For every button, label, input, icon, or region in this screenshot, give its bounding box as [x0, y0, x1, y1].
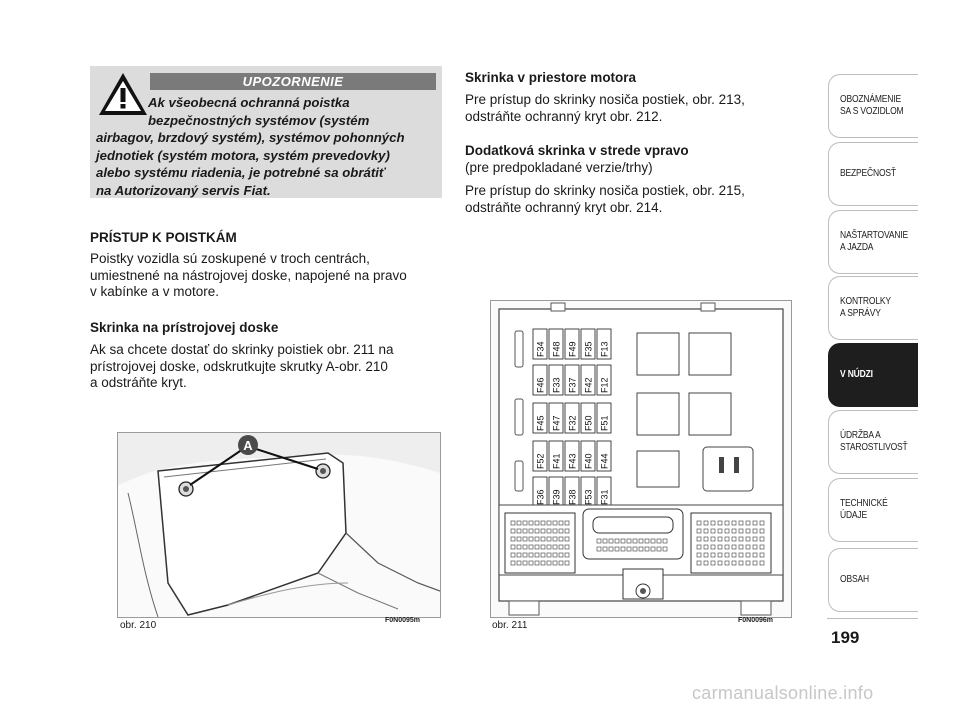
dashboard-box-paragraph: Ak sa chcete dostať do skrinky poistiek obr. 211 na prístrojovej doske, odskrutkujte skrutky A-obr. 210 a odstráňte kryt.	[90, 342, 394, 390]
fuse-label: F36	[535, 489, 546, 505]
tab-label: TECHNICKÉ ÚDAJE	[840, 498, 888, 521]
tab-divider	[827, 618, 918, 619]
extra-box-paragraph: Pre prístup do skrinky nosiča postiek, obr. 215, odstráňte ochranný kryt obr. 214.	[465, 183, 745, 215]
figure-210	[117, 432, 441, 618]
watermark: carmanualsonline.info	[692, 683, 874, 703]
extra-box-heading: Dodatková skrinka v strede vpravo	[465, 143, 689, 158]
fuse-label: F12	[599, 377, 610, 393]
figure-211	[490, 300, 792, 618]
tab-chapter-4[interactable]	[828, 276, 918, 340]
tab-label: V NÚDZI	[840, 369, 873, 380]
fuse-label: F53	[583, 489, 594, 505]
fuse-label: F34	[535, 341, 546, 357]
fuse-label: F50	[583, 415, 594, 431]
tab-chapter-1[interactable]	[828, 74, 918, 138]
fuse-box-diagram	[491, 301, 791, 617]
figure-211-code: F0N0096m	[738, 617, 774, 624]
fuse-label: F48	[551, 341, 562, 357]
fuse-label: F49	[567, 341, 578, 357]
fuse-label: F44	[599, 453, 610, 469]
tab-label: NAŠTARTOVANIE A JAZDA	[840, 230, 909, 253]
fuse-label: F45	[535, 415, 546, 431]
figure-211-caption: obr. 211	[492, 620, 528, 631]
tab-chapter-2[interactable]	[828, 142, 918, 206]
warning-title: UPOZORNENIE	[150, 73, 436, 90]
fuse-label: F13	[599, 341, 610, 357]
fuse-label: F52	[535, 453, 546, 469]
extra-box-note: (pre predpokladané verzie/trhy)	[465, 160, 653, 175]
figure-210-caption: obr. 210	[120, 620, 157, 631]
fuse-label: F33	[551, 377, 562, 393]
callout-a-label: A	[243, 438, 253, 453]
tab-chapter-6[interactable]	[828, 410, 918, 474]
fuse-label: F32	[567, 415, 578, 431]
fuse-label: F41	[551, 453, 562, 469]
fuse-label: F43	[567, 453, 578, 469]
tab-chapter-3[interactable]	[828, 210, 918, 274]
tab-chapter-5[interactable]	[828, 343, 918, 407]
fuse-label: F38	[567, 489, 578, 505]
fuse-label: F42	[583, 377, 594, 393]
tab-chapter-7[interactable]	[828, 478, 918, 542]
fuse-label: F47	[551, 415, 562, 431]
page-number: 199	[831, 628, 860, 647]
fuse-cover-illustration	[118, 433, 440, 617]
fuse-label: F46	[535, 377, 546, 393]
tab-label: ÚDRŽBA A STAROSTLIVOSŤ	[840, 430, 908, 453]
tab-label: KONTROLKY A SPRÁVY	[840, 296, 891, 319]
dashboard-box-heading: Skrinka na prístrojovej doske	[90, 320, 279, 335]
section-heading: PRÍSTUP K POISTKÁM	[90, 230, 237, 245]
fuse-label: F39	[551, 489, 562, 505]
engine-box-paragraph: Pre prístup do skrinky nosiča postiek, obr. 213, odstráňte ochranný kryt obr. 212.	[465, 92, 745, 124]
fuse-label: F37	[567, 377, 578, 393]
fuse-label: F31	[599, 489, 610, 505]
engine-box-heading: Skrinka v priestore motora	[465, 70, 637, 85]
fuse-grid	[533, 329, 611, 507]
figure-210-code: F0N0095m	[385, 617, 421, 624]
tab-label: OBOZNÁMENIE SA S VOZIDLOM	[840, 94, 904, 117]
fuse-label: F35	[583, 341, 594, 357]
fuse-label: F51	[599, 415, 610, 431]
intro-paragraph: Poistky vozidla sú zoskupené v troch centrách, umiestnené na nástrojovej doske, napojené na pravo v kabínke a v motore.	[90, 251, 407, 299]
warning-text: Ak všeobecná ochranná poistka bezpečnostných systémov (systém airbagov, brzdový systém), systémov pohonných jednotiek (systém motora, systém prevedovky) alebo systému riadenia, je potrebné sa obrátiť na Autorizovaný servis Fiat.	[96, 95, 405, 198]
tab-label: OBSAH	[840, 574, 869, 585]
tab-chapter-8[interactable]	[828, 548, 918, 612]
tab-label: BEZPEČNOSŤ	[840, 168, 896, 179]
fuse-label: F40	[583, 453, 594, 469]
